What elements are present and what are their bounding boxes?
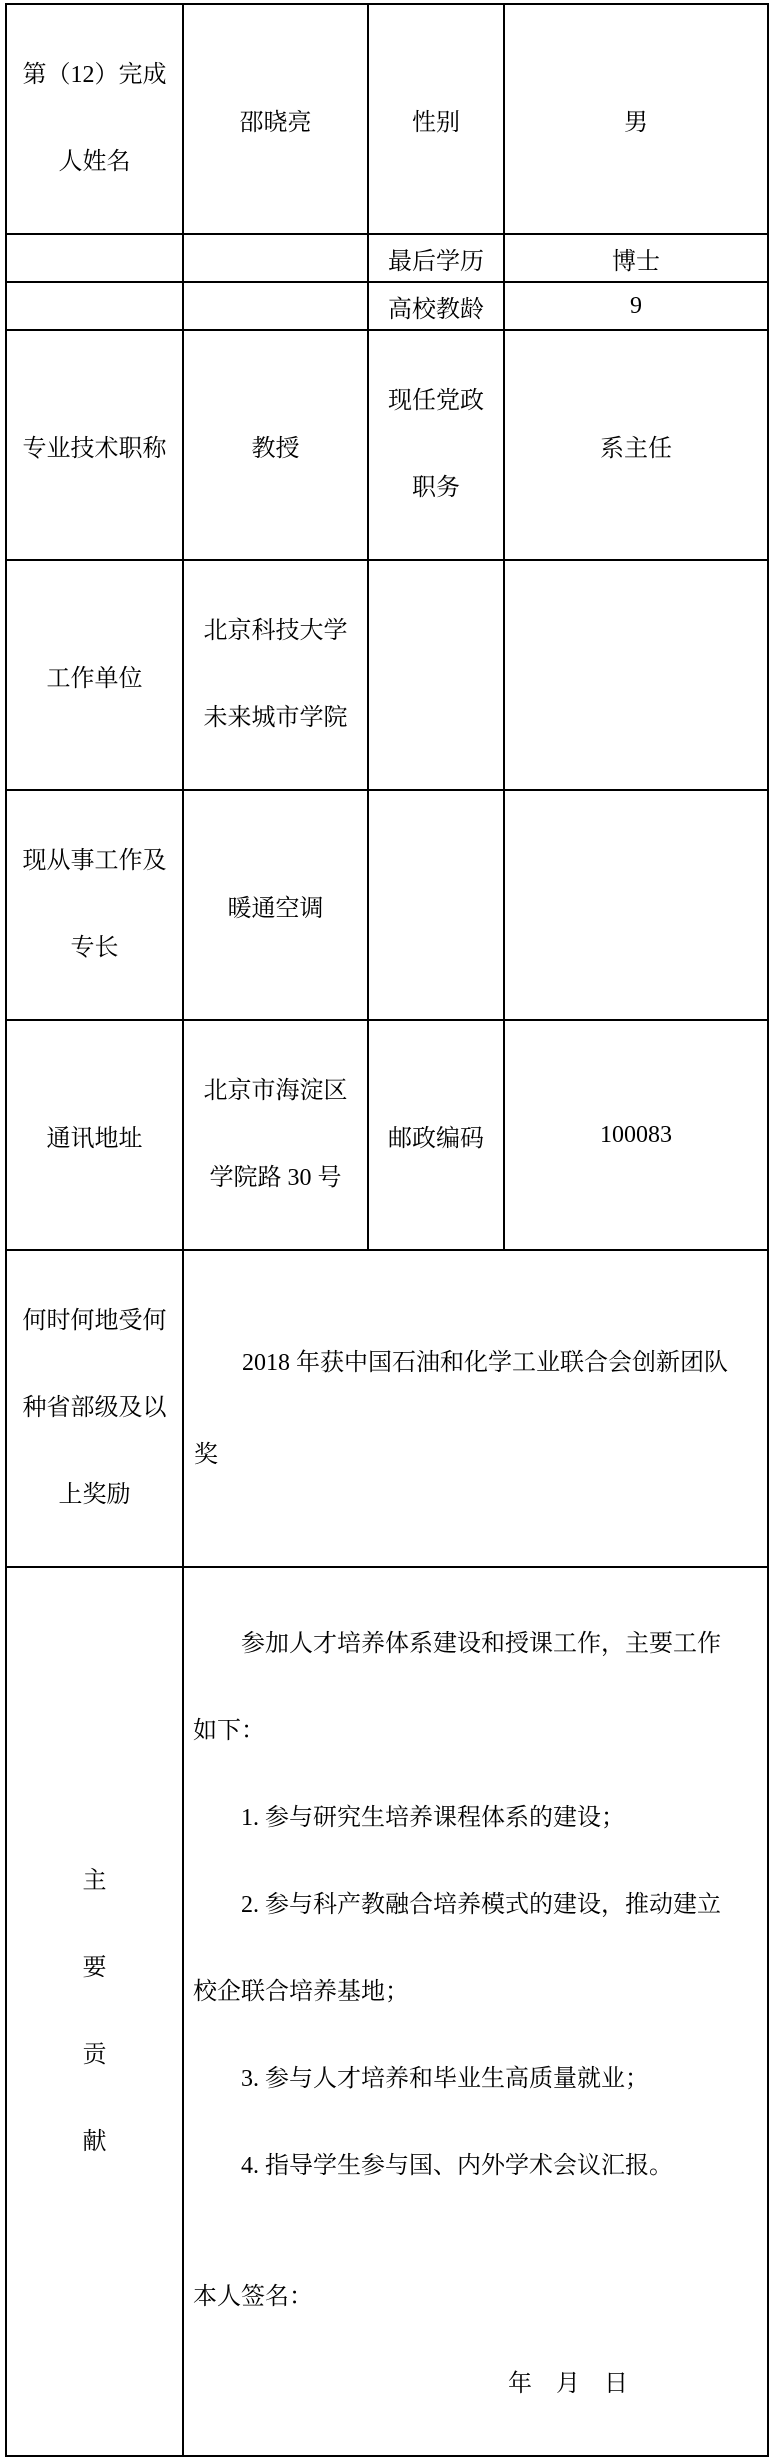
completer-name-cell: 邵晓亮: [183, 4, 368, 234]
signature-label: 本人签名：: [193, 2284, 313, 2310]
awards-label-line3: 上奖励: [58, 1482, 131, 1508]
address-value-line1: 北京市海淀区: [203, 1078, 348, 1104]
contribution-label-cell: [6, 1567, 183, 2456]
education-label-cell: 最后学历: [368, 234, 504, 282]
contribution-label-char1: 主: [82, 1867, 107, 1894]
party-duty-value-cell: 系主任: [504, 330, 768, 560]
awards-label-cell: [6, 1250, 183, 1567]
address-label-cell: 通讯地址: [6, 1020, 183, 1250]
gender-value-cell: 男: [504, 4, 768, 234]
completer-label-line1: 第（12）完成: [22, 62, 167, 88]
empty-cell: [6, 234, 183, 282]
contribution-text-line: 1. 参与研究生培养课程体系的建设；: [193, 1805, 625, 1831]
awards-value-line1: 2018 年获中国石油和化学工业联合会创新团队: [194, 1349, 728, 1376]
empty-cell: [183, 234, 368, 282]
address-value-cell: [183, 1020, 368, 1250]
row-current-work: [6, 790, 768, 1020]
row-address: [6, 1020, 768, 1250]
date-label: 年 月 日: [508, 2371, 628, 2397]
contribution-label-char4: 献: [82, 2128, 107, 2155]
work-unit-value-cell: [183, 560, 368, 790]
row-education: [6, 234, 768, 282]
row-completer: [6, 4, 768, 234]
contribution-text-line: 校企联合培养基地；: [193, 1979, 409, 2005]
current-work-label-line1: 现从事工作及: [22, 848, 167, 874]
empty-cell: [183, 282, 368, 330]
gender-label-cell: 性别: [368, 4, 504, 234]
row-title-duty: [6, 330, 768, 560]
work-unit-label-cell: 工作单位: [6, 560, 183, 790]
row-work-unit: [6, 560, 768, 790]
current-work-label-line2: 专长: [70, 935, 119, 961]
current-work-value-cell: 暖通空调: [183, 790, 368, 1020]
awards-value-line2: 奖: [194, 1441, 218, 1468]
personnel-form-table: [5, 3, 769, 2457]
professional-title-value-cell: 教授: [183, 330, 368, 560]
contribution-text-line: 2. 参与科产教融合培养模式的建设，推动建立: [193, 1892, 721, 1918]
empty-cell: [368, 790, 504, 1020]
row-awards: [6, 1250, 768, 1567]
contribution-label-char2: 要: [82, 1954, 107, 1981]
current-work-label-cell: [6, 790, 183, 1020]
empty-cell: [368, 560, 504, 790]
contribution-text-line: 4. 指导学生参与国、内外学术会议汇报。: [193, 2153, 673, 2179]
contribution-value-cell: [183, 1567, 768, 2456]
party-duty-label-line2: 职务: [412, 475, 460, 501]
work-unit-value-line2: 未来城市学院: [203, 705, 348, 731]
work-unit-value-line1: 北京科技大学: [203, 618, 348, 644]
party-duty-label-cell: [368, 330, 504, 560]
postal-code-label-cell: 邮政编码: [368, 1020, 504, 1250]
empty-cell: [504, 790, 768, 1020]
teaching-age-label-cell: 高校教龄: [368, 282, 504, 330]
empty-cell: [504, 560, 768, 790]
postal-code-value-cell: 100083: [504, 1020, 768, 1250]
address-value-line2: 学院路 30 号: [209, 1165, 342, 1191]
contribution-text-line: 3. 参与人才培养和毕业生高质量就业；: [193, 2066, 649, 2092]
awards-label-line1: 何时何地受何: [22, 1308, 167, 1334]
contribution-label-char3: 贡: [82, 2041, 107, 2068]
empty-cell: [6, 282, 183, 330]
contribution-text-line: 如下：: [193, 1718, 265, 1744]
party-duty-label-line1: 现任党政: [388, 388, 484, 414]
awards-value-cell: [183, 1250, 768, 1567]
contribution-text-line: 参加人才培养体系建设和授课工作，主要工作: [193, 1631, 721, 1657]
teaching-age-value-cell: 9: [504, 282, 768, 330]
education-value-cell: 博士: [504, 234, 768, 282]
completer-label-line2: 人姓名: [58, 149, 131, 175]
row-teaching-age: [6, 282, 768, 330]
completer-label-cell: [6, 4, 183, 234]
awards-label-line2: 种省部级及以: [22, 1395, 167, 1421]
professional-title-label-cell: 专业技术职称: [6, 330, 183, 560]
row-contribution: [6, 1567, 768, 2456]
